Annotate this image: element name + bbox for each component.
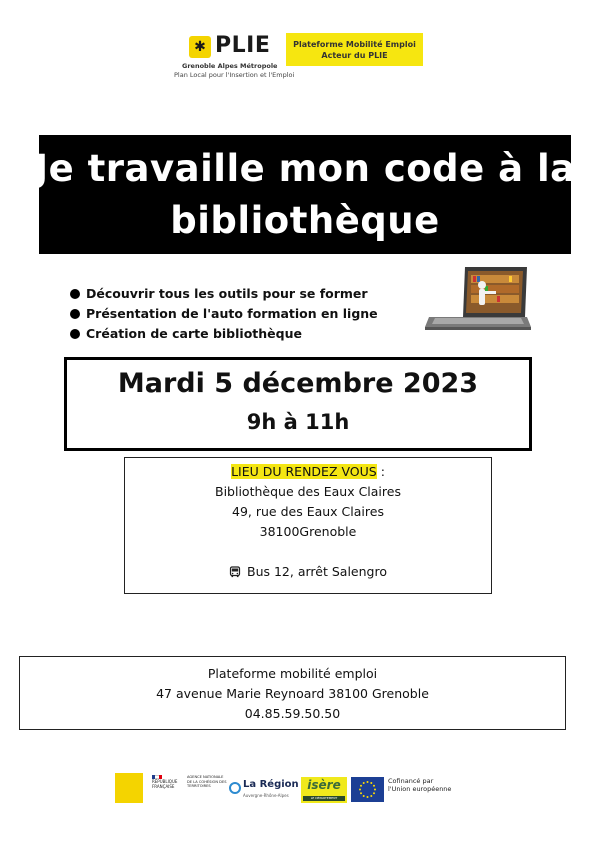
venue-label-suffix: :: [376, 464, 385, 479]
anct-logo: [187, 775, 227, 803]
event-date-box: [64, 357, 532, 451]
plie-logo-subtitle: Grenoble Alpes Métropole: [182, 62, 278, 70]
republique-francaise-logo: [152, 775, 182, 803]
contact-phone: 04.85.59.50.50: [244, 706, 341, 721]
plie-logo-word: PLIE: [215, 33, 271, 58]
venue-city: 38100Grenoble: [259, 524, 357, 539]
bullet-list: [70, 284, 378, 344]
isere-label: isère: [307, 778, 341, 792]
region-sub: Auvergne-Rhône-Alpes: [243, 793, 289, 798]
event-date: Mardi 5 décembre 2023: [117, 368, 479, 399]
venue-street: 49, rue des Eaux Claires: [232, 504, 384, 519]
plie-logo-tagline: Plan Local pour l'Insertion et l'Emploi: [174, 71, 295, 79]
partner-logos: [115, 773, 493, 807]
region-circle-icon: [229, 782, 241, 794]
region-logo: [229, 778, 299, 804]
eu-flag-icon: [351, 777, 384, 802]
eu-line-2: l'Union européenne: [388, 785, 452, 793]
platform-badge-line1: Plateforme Mobilité Emploi: [293, 39, 416, 49]
laptop-illustration: [425, 265, 531, 335]
contact-box: [19, 656, 566, 730]
eu-line-1: Cofinancé par: [388, 777, 434, 785]
eu-cofinance-text: [388, 777, 451, 793]
bullet-item: Présentation de l'auto formation en ligne: [70, 304, 378, 324]
platform-badge-line2: Acteur du PLIE: [321, 50, 388, 60]
contact-address: 47 avenue Marie Reynoard 38100 Grenoble: [156, 686, 429, 701]
grenoble-metropole-logo: [115, 773, 143, 803]
platform-badge: [286, 33, 423, 66]
isere-logo: [301, 777, 347, 803]
venue-heading: [125, 462, 491, 482]
isere-sub: LE DÉPARTEMENT: [303, 796, 345, 801]
venue-name: Bibliothèque des Eaux Claires: [215, 484, 401, 499]
republique-francaise-text: RÉPUBLIQUE FRANÇAISE: [152, 779, 178, 789]
region-label: La Région: [243, 779, 299, 790]
plie-star-icon: ✱: [189, 36, 211, 58]
contact-org: Plateforme mobilité emploi: [207, 666, 378, 681]
anct-text: AGENCE NATIONALE DE LA COHÉSION DES TERRITOIRES: [187, 775, 227, 789]
title-line-1: Je travaille mon code à la: [34, 146, 576, 190]
bullet-item: Découvrir tous les outils pour se former: [70, 284, 378, 304]
bus-info: [125, 562, 491, 582]
bus-icon: [229, 566, 241, 578]
venue-box: [124, 457, 492, 594]
venue-label: LIEU DU RENDEZ VOUS: [231, 464, 377, 479]
title-line-2: bibliothèque: [170, 198, 440, 242]
title-banner: [34, 135, 576, 254]
bus-text: Bus 12, arrêt Salengro: [247, 564, 387, 579]
event-time: 9h à 11h: [246, 410, 350, 434]
bullet-item: Création de carte bibliothèque: [70, 324, 378, 344]
